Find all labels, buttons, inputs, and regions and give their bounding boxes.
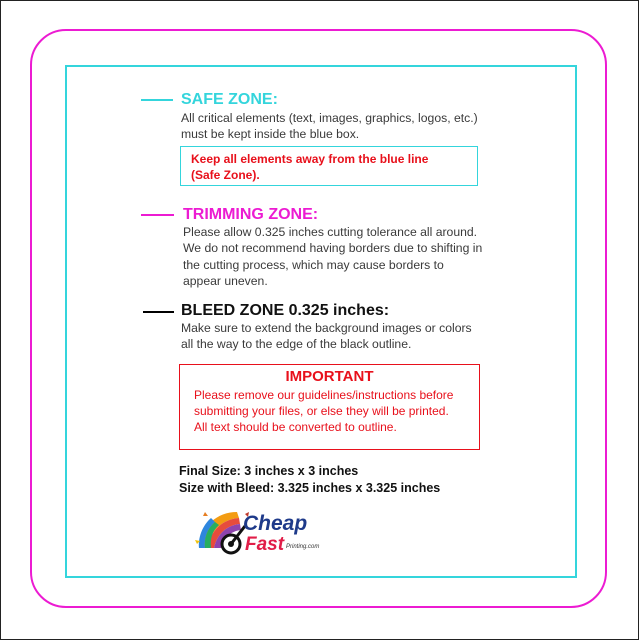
important-line: Please remove our guidelines/instructions before — [194, 388, 454, 402]
logo-suffix: Printing.com — [286, 544, 320, 550]
trimming-zone-line: Please allow 0.325 inches cutting tolerance all around. — [183, 225, 478, 239]
bleed-zone-legend-line — [143, 311, 174, 313]
cheap-fast-printing-logo — [193, 504, 333, 562]
important-notice-box — [179, 364, 480, 450]
safe-zone-note-box — [180, 146, 478, 186]
bleed-zone-description — [181, 320, 472, 353]
trimming-zone-description — [183, 224, 482, 289]
important-line: submitting your files, or else they will be printed. — [194, 404, 449, 418]
trimming-zone-title: TRIMMING ZONE: — [183, 206, 319, 223]
safe-zone-line: All critical elements (text, images, graphics, logos, etc.) — [181, 111, 478, 125]
logo-word-fast: Fast — [245, 534, 285, 555]
important-title: IMPORTANT — [285, 368, 374, 385]
trimming-zone-line: the cutting process, which may cause borders to — [183, 257, 444, 272]
safe-zone-description — [181, 110, 478, 143]
safe-zone-line: must be kept inside the blue box. — [181, 127, 360, 142]
bleed-zone-title: BLEED ZONE 0.325 inches: — [181, 302, 390, 319]
bleed-size-text: Size with Bleed: 3.325 inches x 3.325 inches — [179, 480, 441, 495]
safe-zone-note-line: Keep all elements away from the blue line — [191, 152, 429, 166]
trimming-zone-legend-line — [141, 214, 174, 216]
final-size-text: Final Size: 3 inches x 3 inches — [179, 464, 359, 478]
safe-zone-note-line: (Safe Zone). — [191, 168, 260, 182]
size-info — [179, 463, 440, 496]
important-text — [180, 387, 479, 435]
bleed-zone-line: all the way to the edge of the black outline. — [181, 337, 412, 352]
safe-zone-legend-line — [141, 99, 173, 101]
trimming-zone-line: We do not recommend having borders due to shifting in — [183, 241, 483, 256]
trimming-zone-line: appear uneven. — [183, 273, 268, 288]
bleed-zone-line: Make sure to extend the background images or colors — [181, 321, 472, 335]
important-line: All text should be converted to outline. — [194, 420, 397, 434]
safe-zone-title: SAFE ZONE: — [181, 91, 278, 108]
logo-word-cheap: Cheap — [243, 512, 308, 535]
